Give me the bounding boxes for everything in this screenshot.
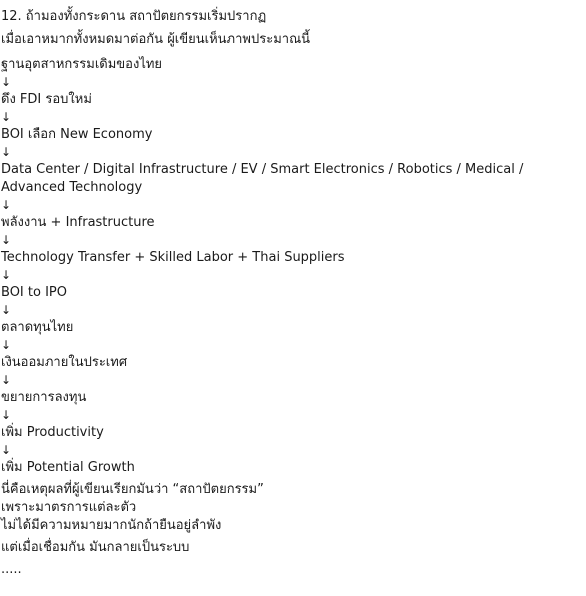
down-arrow-icon: ↓ [1,303,12,317]
closing-paragraph [1,481,581,535]
flow-step: ฐานอุตสาหกรรมเดิมของไทย [1,57,163,72]
closing-line: เพราะมาตรการแต่ละตัว [1,500,137,515]
down-arrow-icon: ↓ [1,408,12,422]
flow-step: BOI เลือก New Economy [1,127,153,142]
down-arrow-icon: ↓ [1,233,12,247]
flow-step: เพิ่ม Potential Growth [1,460,135,475]
down-arrow-icon: ↓ [1,338,12,352]
down-arrow-icon: ↓ [1,198,12,212]
down-arrow-icon: ↓ [1,145,12,159]
down-arrow-icon: ↓ [1,373,12,387]
flow-step: เพิ่ม Productivity [1,425,104,440]
flow-step: Data Center / Digital Infrastructure / EV / Smart Electronics / Robotics / Medical / Advanced Technology [1,162,524,195]
down-arrow-icon: ↓ [1,443,12,457]
down-arrow-icon: ↓ [1,75,12,89]
closing-line: ไม่ได้มีความหมายมากนักถ้ายืนอยู่ลำพัง [1,518,222,533]
intro-text: เมื่อเอาหมากทั้งหมดมาต่อกัน ผู้เขียนเห็นภาพประมาณนี้ [1,32,311,47]
section-heading: 12. ถ้ามองทั้งกระดาน สถาปัตยกรรมเริ่มปรากฏ [1,9,267,24]
flow-chain [1,56,581,477]
flow-step: BOI to IPO [1,285,67,300]
closing-line: นี่คือเหตุผลที่ผู้เขียนเรียกมันว่า “สถาปัตยกรรม” [1,482,264,497]
flow-step: พลังงาน + Infrastructure [1,215,155,230]
document-body [1,8,581,579]
flow-step: Technology Transfer + Skilled Labor + Thai Suppliers [1,250,345,265]
flow-step: เงินออมภายในประเทศ [1,355,128,370]
down-arrow-icon: ↓ [1,268,12,282]
flow-step: ดึง FDI รอบใหม่ [1,92,92,107]
down-arrow-icon: ↓ [1,110,12,124]
ellipsis-text: ..... [1,562,22,577]
flow-step: ตลาดทุนไทย [1,320,74,335]
flow-step: ขยายการลงทุน [1,390,87,405]
closing-line: แต่เมื่อเชื่อมกัน มันกลายเป็นระบบ [1,540,190,555]
